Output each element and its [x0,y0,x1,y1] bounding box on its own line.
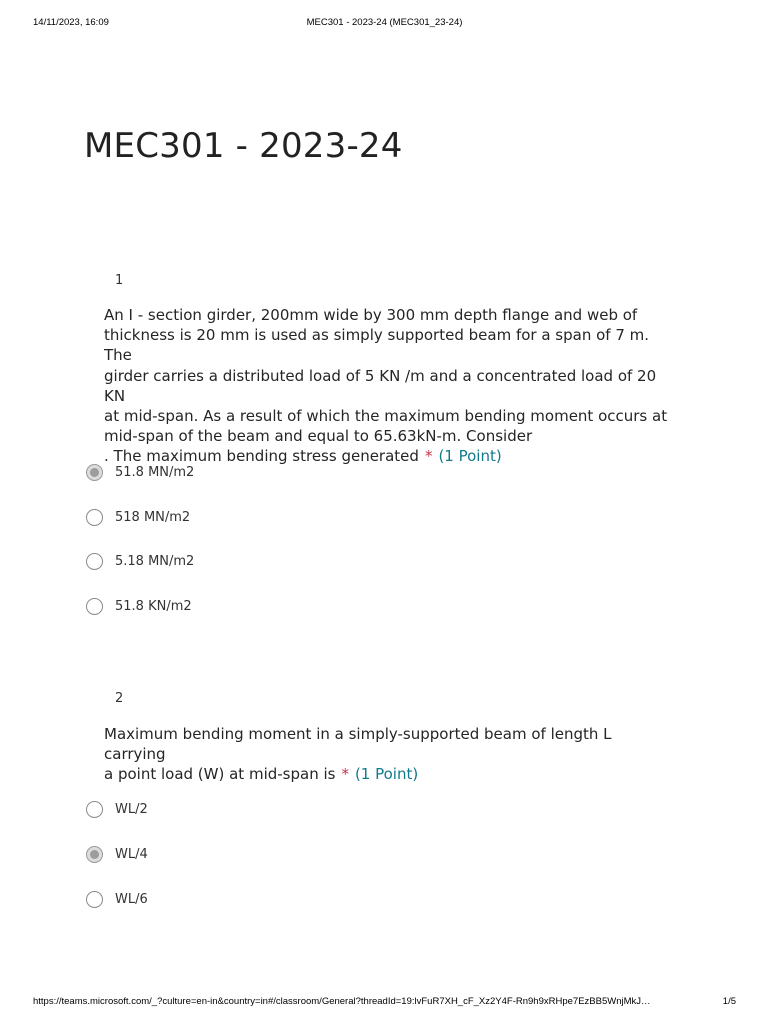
required-asterisk: * [341,765,349,784]
option-label: 5.18 MN/m2 [115,553,195,569]
points-label: (1 Point) [354,765,419,784]
option-51-8-kn-m2[interactable] [86,596,192,616]
question-number: 1 [115,273,124,288]
required-asterisk: * [424,447,433,466]
option-label: 51.8 KN/m2 [115,598,192,614]
option-51-8-mn-m2[interactable] [86,462,194,482]
radio-button[interactable] [86,509,103,526]
option-label: 518 MN/m2 [115,509,191,525]
option-wl-2[interactable] [86,799,148,819]
radio-button-selected[interactable] [86,464,103,481]
points-label: (1 Point) [438,447,502,466]
print-datetime: 14/11/2023, 16:09 [33,17,109,28]
question-text-tail: . The maximum bending stress generated [104,447,419,466]
print-header [33,17,736,29]
option-wl-6[interactable] [86,889,148,909]
question-text-line: at mid-span. As a result of which the maximum bending moment occurs at [104,407,668,426]
radio-button[interactable] [86,801,103,818]
print-page-title: MEC301 - 2023-24 (MEC301_23-24) [306,17,463,28]
question-text [104,724,674,785]
radio-button[interactable] [86,891,103,908]
option-518-mn-m2[interactable] [86,507,190,527]
question-text [104,305,674,467]
question-number: 2 [115,691,124,706]
print-page-indicator: 1/5 [722,996,736,1007]
form-title: MEC301 - 2023-24 [84,126,403,166]
radio-button-selected[interactable] [86,846,103,863]
question-text-line: girder carries a distributed load of 5 KN /m and a concentrated load of 20 KN [104,366,657,405]
question-text-line: An I - section girder, 200mm wide by 300 mm depth flange and web of [104,306,638,324]
option-label: WL/2 [115,801,148,817]
question-text-line: mid-span of the beam and equal to 65.63kN-m. Consider [104,427,533,446]
question-text-line: thickness is 20 mm is used as simply supported beam for a span of 7 m. The [104,326,650,365]
print-url: https://teams.microsoft.com/_?culture=en-in&country=in#/classroom/General?threadId=19:lvFuR7XH_cF_Xz2Y4F-Rn9h9xRHpe7EzBB5WnjMkJ… [33,996,651,1007]
radio-button[interactable] [86,553,103,570]
question-text-tail: a point load (W) at mid-span is [104,765,336,784]
option-label: 51.8 MN/m2 [115,464,195,480]
option-label: WL/6 [115,891,148,907]
print-footer [33,996,736,1008]
radio-button[interactable] [86,598,103,615]
option-5-18-mn-m2[interactable] [86,551,194,571]
option-wl-4[interactable] [86,844,148,864]
question-text-line [104,764,674,784]
question-text-line: Maximum bending moment in a simply-supported beam of length L carrying [104,725,612,764]
option-label: WL/4 [115,846,148,862]
